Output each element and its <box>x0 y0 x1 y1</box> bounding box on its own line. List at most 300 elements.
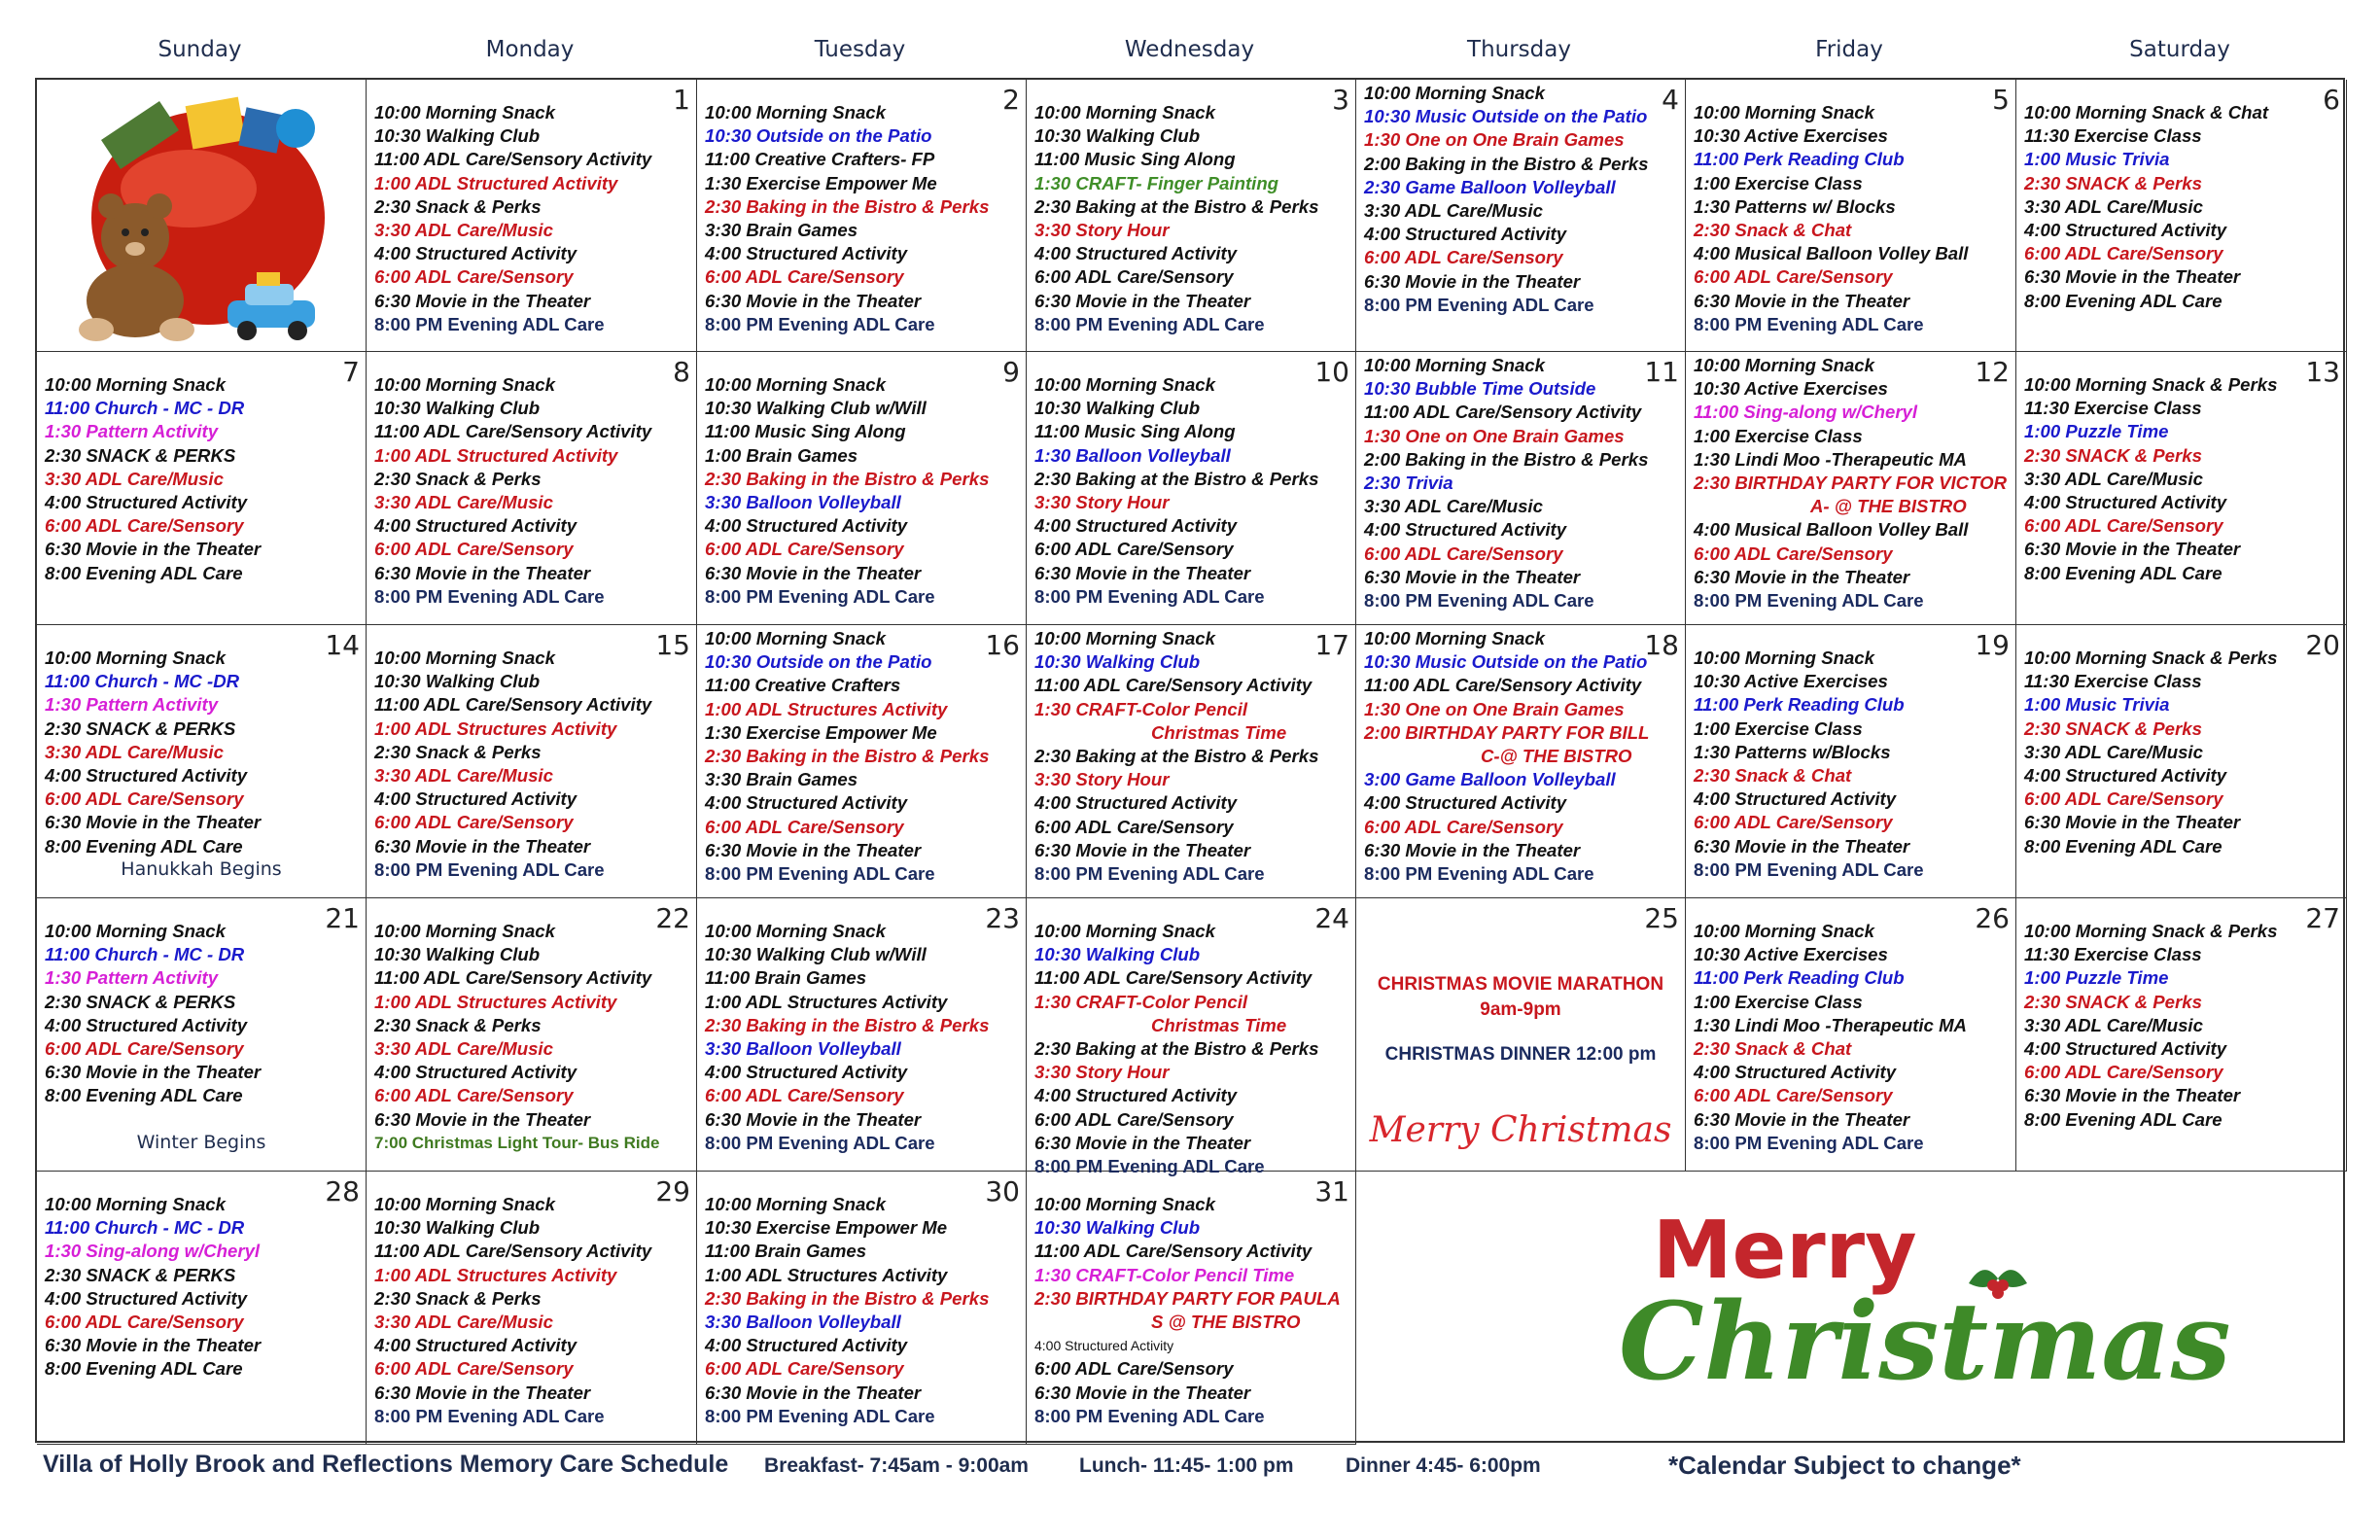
event-list <box>374 920 692 1155</box>
event-item: 4:00 Structured Activity <box>705 1335 908 1356</box>
event-item: 8:00 PM Evening ADL Care <box>705 863 935 885</box>
event-item: 6:00 ADL Care/Sensory <box>1694 812 1893 833</box>
event-item: 3:30 Story Hour <box>1034 1062 1170 1083</box>
event-item: 3:30 Story Hour <box>1034 769 1170 790</box>
event-item: 11:00 ADL Care/Sensory Activity <box>1364 402 1642 423</box>
day-number: 7 <box>342 356 360 388</box>
event-item: 8:00 PM Evening ADL Care <box>705 1405 935 1426</box>
event-list <box>1364 354 1681 612</box>
day-cell <box>37 80 367 352</box>
event-item: 6:00 ADL Care/Sensory <box>705 266 904 288</box>
event-item: 11:30 Exercise Class <box>2024 944 2202 965</box>
day-cell <box>37 1172 367 1445</box>
event-item: 8:00 PM Evening ADL Care <box>705 585 935 607</box>
day-cell <box>1027 898 1356 1177</box>
event-item: 2:30 SNACK & Perks <box>2024 444 2202 466</box>
day-cell <box>1027 1172 1356 1445</box>
event-item: Christmas Time <box>1151 721 1287 743</box>
event-item: 11:00 Perk Reading Club <box>1694 967 1905 989</box>
day-number: 15 <box>655 629 690 661</box>
event-item: 10:30 Walking Club <box>374 944 541 965</box>
merry-christmas-script: Merry Christmas <box>1369 1110 1672 1150</box>
event-item: S @ THE BISTRO <box>1151 1312 1301 1333</box>
event-item: 2:30 SNACK & Perks <box>2024 991 2202 1012</box>
event-item: 10:00 Morning Snack <box>1694 355 1874 375</box>
event-item: 8:00 PM Evening ADL Care <box>1694 313 1924 334</box>
event-item: 4:00 Structured Activity <box>2024 220 2227 241</box>
day-cell <box>2016 898 2347 1172</box>
event-item: 4:00 Structured Activity <box>45 492 248 513</box>
event-item: 1:30 One on One Brain Games <box>1364 129 1625 151</box>
event-item: 10:30 Active Exercises <box>1694 671 1888 692</box>
event-list <box>705 920 1022 1155</box>
event-item: A- @ THE BISTRO <box>1810 496 1967 517</box>
event-item: 6:00 ADL Care/Sensory <box>1364 247 1563 268</box>
event-item: 6:00 ADL Care/Sensory <box>374 266 574 288</box>
event-item: 6:00 ADL Care/Sensory <box>45 515 244 537</box>
event-item: 3:30 ADL Care/Music <box>374 765 553 787</box>
day-number: 2 <box>1002 84 1020 116</box>
event-item: 2:30 Snack & Chat <box>1694 220 1852 241</box>
event-item: 6:00 ADL Care/Sensory <box>1364 542 1563 564</box>
event-item: 6:30 Movie in the Theater <box>45 1062 262 1083</box>
event-item: 1:30 Lindi Moo -Therapeutic MA <box>1694 1014 1967 1035</box>
day-cell <box>1686 80 2016 352</box>
event-item: 11:00 ADL Care/Sensory Activity <box>374 149 652 170</box>
event-item: 10:30 Walking Club <box>1034 944 1201 965</box>
event-item: 2:30 Snack & Perks <box>374 468 542 489</box>
event-item: 1:30 Balloon Volleyball <box>1034 444 1231 466</box>
event-item: 4:00 Structured Activity <box>2024 492 2227 513</box>
event-item: 4:00 Structured Activity <box>374 788 578 810</box>
event-item: 11:00 Church - MC -DR <box>45 671 240 692</box>
event-item: 1:00 Exercise Class <box>1694 718 1863 739</box>
event-item: 10:30 Music Outside on the Patio <box>1364 651 1648 673</box>
day-cell <box>367 898 697 1172</box>
event-item: 6:30 Movie in the Theater <box>374 835 591 857</box>
event-item: 6:00 ADL Care/Sensory <box>374 812 574 833</box>
event-item: 8:00 PM Evening ADL Care <box>1034 1156 1265 1177</box>
event-item: 3:30 Story Hour <box>1034 492 1170 513</box>
event-item: 6:30 Movie in the Theater <box>1694 835 1910 857</box>
day-cell <box>367 352 697 625</box>
weekday-header: Saturday <box>2129 37 2230 62</box>
event-list <box>1034 920 1351 1178</box>
event-item: 6:00 ADL Care/Sensory <box>2024 243 2223 264</box>
event-item: 10:00 Morning Snack <box>1364 628 1545 648</box>
event-list <box>2024 920 2342 1132</box>
event-item: 2:30 Game Balloon Volleyball <box>1364 176 1616 197</box>
event-item: 10:00 Morning Snack & Perks <box>2024 648 2278 668</box>
merry-christmas-banner <box>1356 1172 2347 1445</box>
event-item: 2:30 SNACK & PERKS <box>45 1264 236 1285</box>
event-item: 10:30 Walking Club <box>1034 398 1201 419</box>
day-number: 20 <box>2305 629 2340 661</box>
event-item: 2:30 Snack & Perks <box>374 1014 542 1035</box>
event-item: 11:00 Creative Crafters <box>705 675 901 696</box>
day-cell <box>2016 352 2347 625</box>
event-list <box>374 101 692 336</box>
event-list <box>45 647 362 858</box>
event-item: 8:00 PM Evening ADL Care <box>1034 1405 1265 1426</box>
event-item: 3:30 ADL Care/Music <box>2024 468 2203 489</box>
event-item: 8:00 PM Evening ADL Care <box>1034 863 1265 885</box>
event-item: 10:00 Morning Snack <box>374 648 555 668</box>
day-number: 4 <box>1662 84 1679 116</box>
event-item: 8:00 Evening ADL Care <box>45 835 243 857</box>
event-item: 10:00 Morning Snack <box>374 102 555 122</box>
event-item: 10:00 Morning Snack <box>705 921 886 941</box>
event-item: 3:30 ADL Care/Music <box>2024 1014 2203 1035</box>
day-number: 16 <box>985 629 1020 661</box>
day-cell <box>2016 625 2347 898</box>
event-item: 4:00 Structured Activity <box>45 1287 248 1309</box>
event-item: 2:30 Baking at the Bistro & Perks <box>1034 1038 1319 1060</box>
banner-merry: Merry <box>1653 1205 1917 1297</box>
event-item: 8:00 PM Evening ADL Care <box>1694 590 1924 612</box>
event-item: 6:30 Movie in the Theater <box>1034 1382 1251 1403</box>
event-item: 6:00 ADL Care/Sensory <box>45 1312 244 1333</box>
event-item: 6:00 ADL Care/Sensory <box>1694 266 1893 288</box>
weekday-header: Sunday <box>158 37 242 62</box>
event-item: 6:30 Movie in the Theater <box>1694 1108 1910 1130</box>
event-item: 1:30 Pattern Activity <box>45 694 219 716</box>
event-list <box>705 1193 1022 1428</box>
event-item: 4:00 Structured Activity <box>374 515 578 537</box>
event-item: 2:30 SNACK & Perks <box>2024 172 2202 193</box>
event-item: 1:00 Music Trivia <box>2024 149 2170 170</box>
event-item: 8:00 PM Evening ADL Care <box>374 313 605 334</box>
event-item: 4:00 Structured Activity <box>374 243 578 264</box>
event-item: 4:00 Structured Activity <box>2024 765 2227 787</box>
event-item: 1:30 One on One Brain Games <box>1364 698 1625 719</box>
event-list <box>1694 101 2012 336</box>
event-item: 4:00 Structured Activity <box>1034 243 1238 264</box>
event-item: 6:00 ADL Care/Sensory <box>1364 816 1563 837</box>
event-item: 6:00 ADL Care/Sensory <box>1694 542 1893 564</box>
event-item: 6:00 ADL Care/Sensory <box>705 1358 904 1380</box>
event-item: 4:00 Structured Activity <box>1694 1062 1897 1083</box>
event-item: 10:00 Morning Snack <box>705 374 886 395</box>
event-item: 6:00 ADL Care/Sensory <box>2024 515 2223 537</box>
day-number: 23 <box>985 902 1020 934</box>
event-item: 3:30 Balloon Volleyball <box>705 492 901 513</box>
day-number: 3 <box>1332 84 1349 116</box>
day-number: 25 <box>1644 902 1679 934</box>
event-item: 10:30 Walking Club <box>374 671 541 692</box>
event-item: 2:00 BIRTHDAY PARTY FOR BILL <box>1364 721 1650 743</box>
event-item: 11:00 Brain Games <box>705 1241 867 1262</box>
day-number: 24 <box>1314 902 1349 934</box>
day-cell <box>1686 352 2016 625</box>
event-item: 11:00 ADL Care/Sensory Activity <box>374 694 652 716</box>
event-item: 3:30 ADL Care/Music <box>1364 496 1543 517</box>
event-item: 11:00 Brain Games <box>705 967 867 989</box>
event-item: 6:00 ADL Care/Sensory <box>705 539 904 560</box>
event-item: 3:30 ADL Care/Music <box>45 741 224 762</box>
event-item: 1:00 ADL Structured Activity <box>374 444 618 466</box>
event-item: 10:00 Morning Snack <box>45 374 226 395</box>
event-item: 4:00 Structured Activity <box>705 243 908 264</box>
event-item: 6:00 ADL Care/Sensory <box>705 816 904 837</box>
event-item: 6:00 ADL Care/Sensory <box>705 1085 904 1106</box>
event-item: 6:30 Movie in the Theater <box>705 290 922 311</box>
event-item: 10:00 Morning Snack <box>1694 921 1874 941</box>
event-item: 10:00 Morning Snack <box>1034 921 1215 941</box>
event-item: 10:00 Morning Snack <box>705 628 886 648</box>
footer-breakfast: Breakfast- 7:45am - 9:00am <box>764 1454 1029 1477</box>
event-list <box>705 627 1022 886</box>
event-item: 4:00 Structured Activity <box>2024 1038 2227 1060</box>
event-list <box>374 373 692 609</box>
event-item: 3:30 ADL Care/Music <box>374 492 553 513</box>
day-cell <box>697 1172 1027 1445</box>
event-item: 10:30 Outside on the Patio <box>705 651 932 673</box>
event-item: 11:00 ADL Care/Sensory Activity <box>1034 1241 1312 1262</box>
santa-sack-illustration <box>43 82 334 344</box>
event-item: 2:30 Trivia <box>1364 472 1453 494</box>
event-item: C-@ THE BISTRO <box>1481 746 1632 767</box>
day-number: 21 <box>325 902 360 934</box>
event-item: 6:30 Movie in the Theater <box>1364 270 1581 292</box>
day-number: 12 <box>1975 356 2010 388</box>
event-item: 2:30 Baking in the Bistro & Perks <box>705 746 990 767</box>
event-item: 4:00 Structured Activity <box>1694 788 1897 810</box>
event-list <box>1034 373 1351 609</box>
event-item: 4:00 Structured Activity <box>1034 792 1238 814</box>
event-item: 2:30 Snack & Chat <box>1694 1038 1852 1060</box>
event-item: 2:30 Snack & Perks <box>374 1287 542 1309</box>
weekday-header: Friday <box>1815 37 1883 62</box>
event-item: 8:00 PM Evening ADL Care <box>1364 863 1594 885</box>
event-item: Christmas Time <box>1151 1014 1287 1035</box>
day-cell <box>1027 80 1356 352</box>
event-item: 6:30 Movie in the Theater <box>1034 562 1251 583</box>
event-item: 6:30 Movie in the Theater <box>2024 812 2241 833</box>
event-item: 4:00 Structured Activity <box>705 792 908 814</box>
event-item: 6:00 ADL Care/Sensory <box>374 1358 574 1380</box>
event-item: 3:30 ADL Care/Music <box>1364 200 1543 222</box>
event-item: 3:30 ADL Care/Music <box>374 1038 553 1060</box>
event-item: 2:30 Baking in the Bistro & Perks <box>705 1014 990 1035</box>
event-item: 8:00 PM Evening ADL Care <box>1694 858 1924 880</box>
event-item: 1:30 Pattern Activity <box>45 967 219 989</box>
day-number: 5 <box>1992 84 2010 116</box>
event-item: 1:30 CRAFT-Color Pencil Time <box>1034 1264 1295 1285</box>
event-item: 6:30 Movie in the Theater <box>45 539 262 560</box>
event-item: 4:00 Structured Activity <box>705 1062 908 1083</box>
event-item: 8:00 PM Evening ADL Care <box>374 1405 605 1426</box>
event-item: 11:00 Music Sing Along <box>705 421 906 442</box>
event-item: 4:00 Structured Activity <box>45 1014 248 1035</box>
event-item: 3:30 ADL Care/Music <box>374 220 553 241</box>
event-item: 3:30 Story Hour <box>1034 220 1170 241</box>
event-list <box>1694 647 2012 882</box>
event-item: 8:00 PM Evening ADL Care <box>705 313 935 334</box>
event-list <box>705 373 1022 609</box>
event-item: 3:30 Brain Games <box>705 220 858 241</box>
event-item: 4:00 Structured Activity <box>1034 515 1238 537</box>
event-item: 11:30 Exercise Class <box>2024 671 2202 692</box>
day-cell <box>367 1172 697 1445</box>
event-item: 10:30 Music Outside on the Patio <box>1364 106 1648 127</box>
event-item: 10:30 Walking Club <box>374 398 541 419</box>
event-item: 11:00 ADL Care/Sensory Activity <box>1034 675 1312 696</box>
day-cell <box>697 625 1027 898</box>
day-number: 8 <box>673 356 690 388</box>
event-item: 4:00 Structured Activity <box>705 515 908 537</box>
event-item: 1:30 Sing-along w/Cheryl <box>45 1241 261 1262</box>
event-item: 11:30 Exercise Class <box>2024 125 2202 147</box>
event-item: 8:00 Evening ADL Care <box>2024 835 2222 857</box>
event-item: 8:00 Evening ADL Care <box>45 1085 243 1106</box>
event-item: 4:00 Structured Activity <box>1364 519 1567 541</box>
day-cell <box>1686 898 2016 1172</box>
event-list <box>1694 354 2012 612</box>
day-cell <box>1356 898 1686 1172</box>
event-item: 2:30 SNACK & PERKS <box>45 444 236 466</box>
day-cell <box>367 625 697 898</box>
day-number: 26 <box>1975 902 2010 934</box>
event-item: 1:30 Pattern Activity <box>45 421 219 442</box>
event-list <box>1034 627 1351 886</box>
weekday-header: Tuesday <box>814 37 906 62</box>
event-item: 3:30 ADL Care/Music <box>45 468 224 489</box>
event-item: 8:00 Evening ADL Care <box>2024 290 2222 311</box>
event-item: 6:30 Movie in the Theater <box>1034 839 1251 860</box>
event-item: 11:00 Music Sing Along <box>1034 421 1236 442</box>
event-item: 10:00 Morning Snack <box>1034 628 1215 648</box>
day-number: 9 <box>1002 356 1020 388</box>
event-item: 6:00 ADL Care/Sensory <box>45 788 244 810</box>
event-list <box>1034 1193 1351 1428</box>
day-cell <box>2016 80 2347 352</box>
day-cell <box>37 352 367 625</box>
event-item: 10:00 Morning Snack <box>705 1194 886 1214</box>
event-item: 4:00 Structured Activity <box>374 1062 578 1083</box>
event-item: 2:30 SNACK & PERKS <box>45 991 236 1012</box>
event-item: 11:00 ADL Care/Sensory Activity <box>374 1241 652 1262</box>
christmas-marathon-time: 9am-9pm <box>1480 999 1561 1020</box>
christmas-marathon-title: CHRISTMAS MOVIE MARATHON <box>1377 974 1664 995</box>
event-item: 8:00 PM Evening ADL Care <box>1364 590 1594 612</box>
event-item: 2:30 BIRTHDAY PARTY FOR PAULA <box>1034 1287 1341 1309</box>
event-item: 6:00 ADL Care/Sensory <box>1034 266 1234 288</box>
event-item: 6:30 Movie in the Theater <box>1364 566 1581 587</box>
event-item: 3:30 ADL Care/Music <box>2024 195 2203 217</box>
event-item: 1:00 Exercise Class <box>1694 991 1863 1012</box>
event-item: 1:00 ADL Structures Activity <box>705 1264 948 1285</box>
day-cell <box>37 898 367 1172</box>
event-item: 3:00 Game Balloon Volleyball <box>1364 769 1616 790</box>
event-item: 8:00 Evening ADL Care <box>2024 1108 2222 1130</box>
event-item: 1:30 Patterns w/Blocks <box>1694 741 1891 762</box>
event-item: 2:30 Snack & Chat <box>1694 765 1852 787</box>
event-list <box>2024 373 2342 585</box>
event-list <box>45 1193 362 1382</box>
event-item: 8:00 PM Evening ADL Care <box>374 858 605 880</box>
event-list <box>374 1193 692 1428</box>
day-cell <box>1356 352 1686 625</box>
event-item: 2:30 Baking in the Bistro & Perks <box>705 1287 990 1309</box>
event-item: 1:00 ADL Structures Activity <box>374 718 617 739</box>
day-number: 18 <box>1644 629 1679 661</box>
event-item: 11:00 Creative Crafters- FP <box>705 149 935 170</box>
event-item: 6:00 ADL Care/Sensory <box>1034 539 1234 560</box>
event-item: 8:00 PM Evening ADL Care <box>1694 1132 1924 1153</box>
event-item: 2:30 SNACK & PERKS <box>45 718 236 739</box>
day-cell <box>1686 625 2016 898</box>
event-item: 1:00 Music Trivia <box>2024 694 2170 716</box>
event-item: 10:00 Morning Snack & Perks <box>2024 921 2278 941</box>
event-item: 10:30 Bubble Time Outside <box>1364 378 1596 400</box>
event-item: 10:00 Morning Snack <box>1364 355 1545 375</box>
day-number: 22 <box>655 902 690 934</box>
event-list <box>2024 101 2342 313</box>
event-item: 10:30 Walking Club <box>374 1217 541 1239</box>
event-item: 6:30 Movie in the Theater <box>705 839 922 860</box>
event-item: 2:00 Baking in the Bistro & Perks <box>1364 153 1649 174</box>
event-item: 11:00 ADL Care/Sensory Activity <box>374 967 652 989</box>
event-item: 10:00 Morning Snack <box>1034 374 1215 395</box>
event-list <box>374 647 692 882</box>
event-item: 6:30 Movie in the Theater <box>374 562 591 583</box>
event-list <box>2024 647 2342 858</box>
event-item: 1:30 Exercise Empower Me <box>705 721 937 743</box>
event-item: 4:00 Structured Activity <box>45 765 248 787</box>
event-item: 11:00 Church - MC - DR <box>45 1217 245 1239</box>
event-item: 10:30 Exercise Empower Me <box>705 1217 948 1239</box>
day-cell <box>1027 352 1356 625</box>
event-item: 1:00 Brain Games <box>705 444 858 466</box>
event-item: 4:00 Musical Balloon Volley Ball <box>1694 243 1969 264</box>
event-item: 8:00 PM Evening ADL Care <box>705 1132 935 1153</box>
event-item: 1:00 ADL Structures Activity <box>705 991 948 1012</box>
event-item: 11:00 Perk Reading Club <box>1694 694 1905 716</box>
event-item: 10:30 Walking Club w/Will <box>705 944 927 965</box>
event-item: 6:30 Movie in the Theater <box>1694 566 1910 587</box>
calendar-grid <box>35 78 2345 1443</box>
day-number: 28 <box>325 1175 360 1208</box>
event-item: 1:00 Exercise Class <box>1694 172 1863 193</box>
event-item: 6:30 Movie in the Theater <box>705 1382 922 1403</box>
footer-dinner: Dinner 4:45- 6:00pm <box>1346 1454 1541 1477</box>
event-list <box>45 373 362 585</box>
event-item: 4:00 Structured Activity <box>1364 792 1567 814</box>
event-list <box>1364 627 1681 886</box>
event-item: 8:00 Evening ADL Care <box>45 562 243 583</box>
event-list <box>705 101 1022 336</box>
event-item: 2:30 Baking at the Bistro & Perks <box>1034 195 1319 217</box>
event-item: 8:00 PM Evening ADL Care <box>1034 313 1265 334</box>
event-item: 11:00 Church - MC - DR <box>45 944 245 965</box>
event-item: 1:30 CRAFT-Color Pencil <box>1034 991 1248 1012</box>
event-item: 6:30 Movie in the Theater <box>45 1335 262 1356</box>
event-item: 1:30 Exercise Empower Me <box>705 172 937 193</box>
day-number: 17 <box>1314 629 1349 661</box>
event-item: 11:00 ADL Care/Sensory Activity <box>1364 675 1642 696</box>
event-item: 6:00 ADL Care/Sensory <box>1034 1108 1234 1130</box>
event-item: 11:00 Perk Reading Club <box>1694 149 1905 170</box>
day-cell <box>697 352 1027 625</box>
event-item: 1:00 ADL Structures Activity <box>705 698 948 719</box>
event-item: 6:30 Movie in the Theater <box>1364 839 1581 860</box>
event-list <box>1364 82 1681 317</box>
event-item: 10:00 Morning Snack <box>374 921 555 941</box>
event-item: 10:00 Morning Snack <box>374 1194 555 1214</box>
event-list <box>1034 101 1351 336</box>
event-item: 6:30 Movie in the Theater <box>374 1108 591 1130</box>
